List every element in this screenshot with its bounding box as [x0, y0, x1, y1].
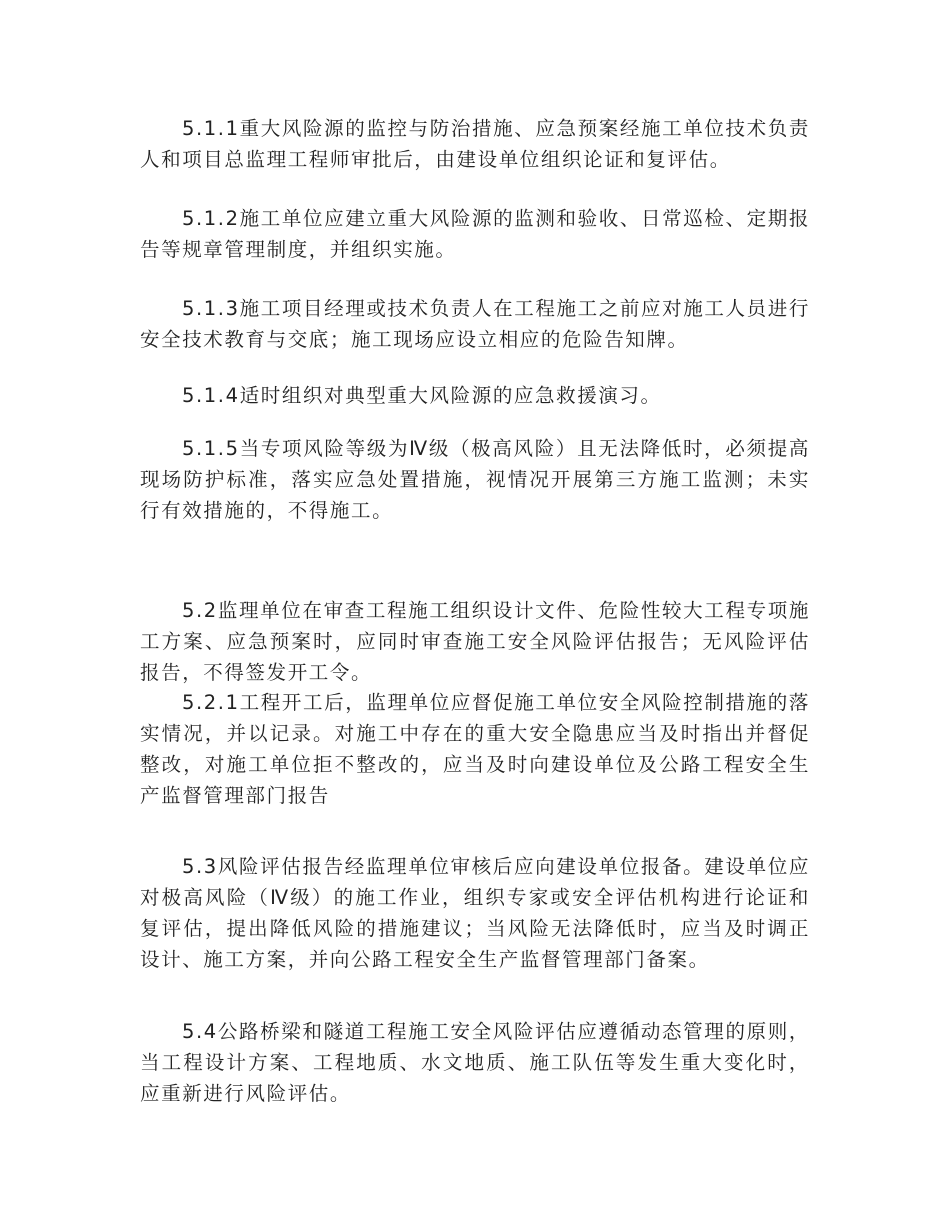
paragraph-5-1-2: 5.1.2施工单位应建立重大风险源的监测和验收、日常巡检、定期报告等规章管理制度，并组织实施。 [140, 207, 810, 261]
paragraph-5-1-3: 5.1.3施工项目经理或技术负责人在工程施工之前应对施工人员进行安全技术教育与交底；施工现场应设立相应的危险告知牌。 [140, 297, 810, 351]
paragraph-5-2-1: 5.2.1工程开工后，监理单位应督促施工单位安全风险控制措施的落实情况，并以记录。对施工中存在的重大安全隐患应当及时指出并督促整改，对施工单位拒不整改的，应当及时向建设单位及公路工程安全生产监督管理部门报告 [140, 691, 810, 807]
paragraph-5-1-4: 5.1.4适时组织对典型重大风险源的应急救援演习。 [182, 384, 662, 407]
paragraph-5-4: 5.4公路桥梁和隧道工程施工安全风险评估应遵循动态管理的原则，当工程设计方案、工程地质、水文地质、施工队伍等发生重大变化时，应重新进行风险评估。 [140, 1020, 810, 1105]
paragraph-5-3: 5.3风险评估报告经监理单位审核后应向建设单位报备。建设单位应对极高风险（Ⅳ级）的施工作业，组织专家或安全评估机构进行论证和复评估，提出降低风险的措施建议；当风险无法降低时，应当及时调正设计、施工方案，并向公路工程安全生产监督管理部门备案。 [140, 855, 810, 971]
paragraph-5-1-1: 5.1.1重大风险源的监控与防治措施、应急预案经施工单位技术负责人和项目总监理工程师审批后，由建设单位组织论证和复评估。 [140, 117, 810, 171]
paragraph-5-1-5: 5.1.5当专项风险等级为Ⅳ级（极高风险）且无法降低时，必须提高现场防护标准，落实应急处置措施，视情况开展第三方施工监测；未实行有效措施的，不得施工。 [140, 437, 810, 522]
paragraph-5-2: 5.2监理单位在审查工程施工组织设计文件、危险性较大工程专项施工方案、应急预案时，应同时审查施工安全风险评估报告；无风险评估报告，不得签发开工令。 [140, 599, 810, 684]
